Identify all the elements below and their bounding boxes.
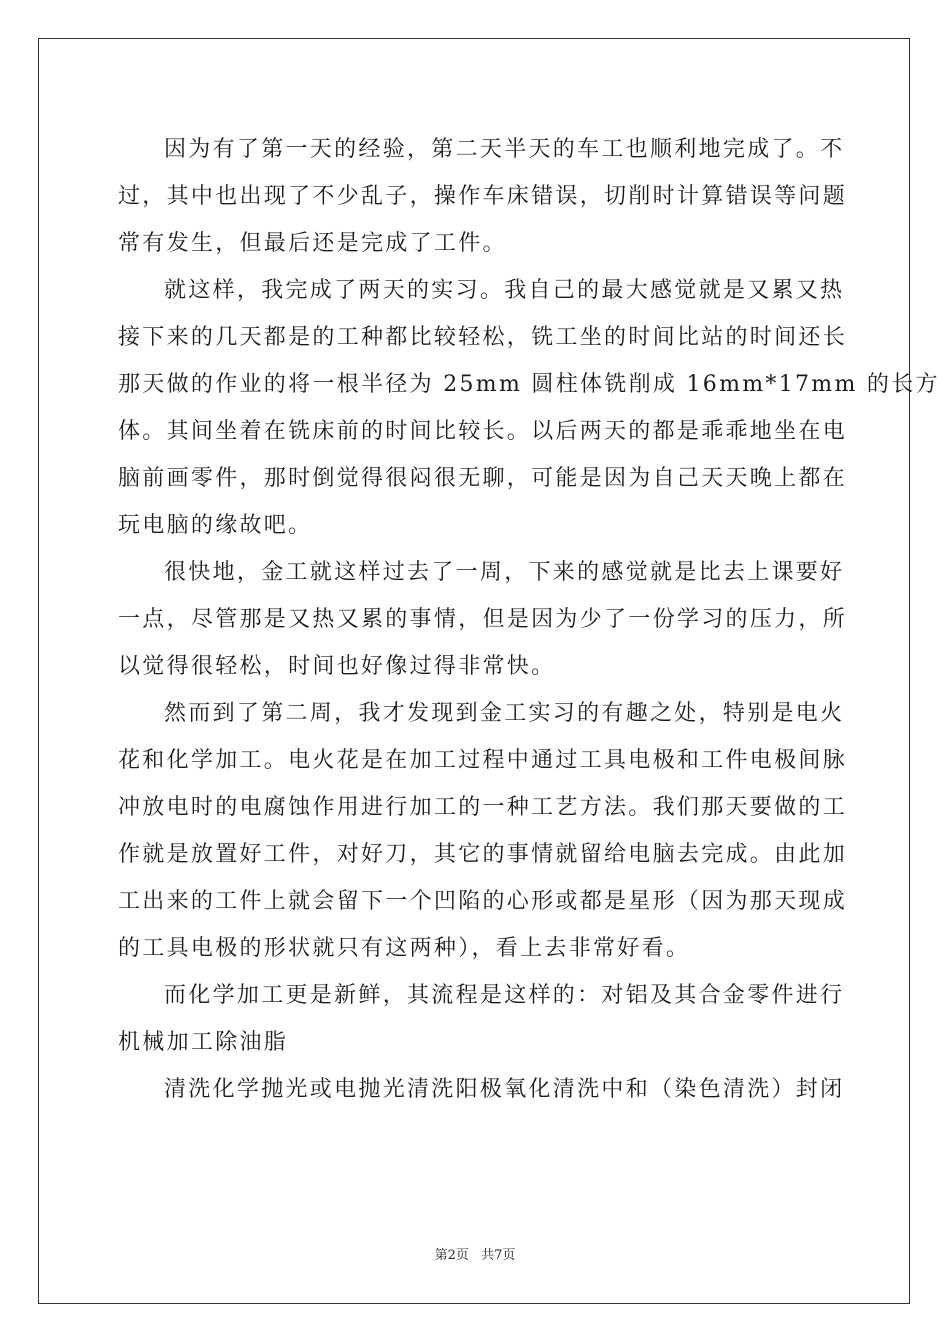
text-line: 然而到了第二周，我才发现到金工实习的有趣之处，特别是电火 bbox=[164, 701, 845, 726]
text-line: 玩电脑的缘故吧。 bbox=[118, 513, 313, 538]
text-line: 以觉得很轻松，时间也好像过得非常快。 bbox=[118, 654, 556, 679]
text-line: 作就是放置好工件，对好刀，其它的事情就留给电脑去完成。由此加 bbox=[118, 842, 848, 867]
text-line: 而化学加工更是新鲜，其流程是这样的：对铝及其合金零件进行 bbox=[164, 983, 845, 1008]
text-line: 就这样，我完成了两天的实习。我自己的最大感觉就是又累又热 bbox=[164, 278, 845, 303]
text-line: 体。其间坐着在铣床前的时间比较长。以后两天的都是乖乖地坐在电 bbox=[118, 419, 848, 444]
text-line: 很快地，金工就这样过去了一周，下来的感觉就是比去上课要好 bbox=[164, 560, 845, 585]
text-line: 脑前画零件，那时倒觉得很闷很无聊，可能是因为自己天天晚上都在 bbox=[118, 466, 848, 491]
text-line: 过，其中也出现了不少乱子，操作车床错误，切削时计算错误等问题 bbox=[118, 184, 848, 209]
page-total: 共7页 bbox=[481, 1248, 516, 1263]
text-line: 那天做的作业的将一根半径为 25mm 圆柱体铣削成 16mm*17mm 的长方 bbox=[118, 372, 940, 397]
text-line: 机械加工除油脂 bbox=[118, 1030, 289, 1055]
text-line: 清洗化学抛光或电抛光清洗阳极氧化清洗中和（染色清洗）封闭 bbox=[164, 1077, 845, 1102]
text-line: 一点，尽管那是又热又累的事情，但是因为少了一份学习的压力，所 bbox=[118, 607, 848, 632]
text-line: 的工具电极的形状就只有这两种），看上去非常好看。 bbox=[118, 936, 691, 961]
text-line: 常有发生，但最后还是完成了工件。 bbox=[118, 231, 507, 256]
text-line: 冲放电时的电腐蚀作用进行加工的一种工艺方法。我们那天要做的工 bbox=[118, 795, 848, 820]
text-line: 花和化学加工。电火花是在加工过程中通过工具电极和工件电极间脉 bbox=[118, 748, 848, 773]
page-footer bbox=[0, 1244, 950, 1263]
text-line: 接下来的几天都是的工种都比较轻松，铣工坐的时间比站的时间还长 bbox=[118, 325, 848, 350]
page-number: 第2页 bbox=[434, 1248, 469, 1263]
text-line: 因为有了第一天的经验，第二天半天的车工也顺利地完成了。不 bbox=[164, 137, 845, 162]
text-line: 工出来的工件上就会留下一个凹陷的心形或都是星形（因为那天现成 bbox=[118, 889, 848, 914]
